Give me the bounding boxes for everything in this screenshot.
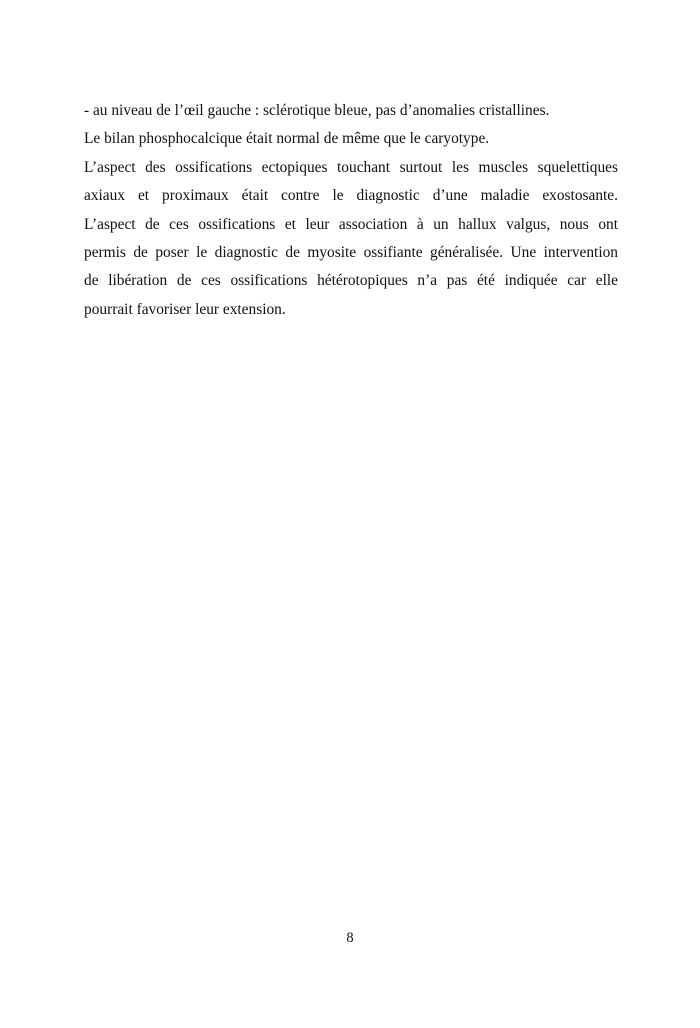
text-line: de libération de ces ossifications hétérotopiques n’a pas été indiquée car elle	[84, 272, 618, 290]
body-text	[84, 97, 618, 324]
text-line: L’aspect de ces ossifications et leur association à un hallux valgus, nous ont	[84, 215, 618, 233]
page-number: 8	[346, 930, 354, 946]
paragraph	[84, 154, 618, 324]
paragraph	[84, 125, 618, 153]
text-line: axiaux et proximaux était contre le diagnostic d’une maladie exostosante.	[84, 187, 618, 205]
text-line: pourrait favoriser leur extension.	[84, 300, 286, 318]
text-line: - au niveau de l’œil gauche : sclérotique bleue, pas d’anomalies cristallines.	[84, 102, 550, 119]
text-line: permis de poser le diagnostic de myosite ossifiante généralisée. Une intervention	[84, 244, 618, 262]
text-line: Le bilan phosphocalcique était normal de même que le caryotype.	[84, 130, 490, 148]
text-line: L’aspect des ossifications ectopiques touchant surtout les muscles squelettiques	[84, 158, 618, 176]
paragraph	[84, 97, 618, 125]
